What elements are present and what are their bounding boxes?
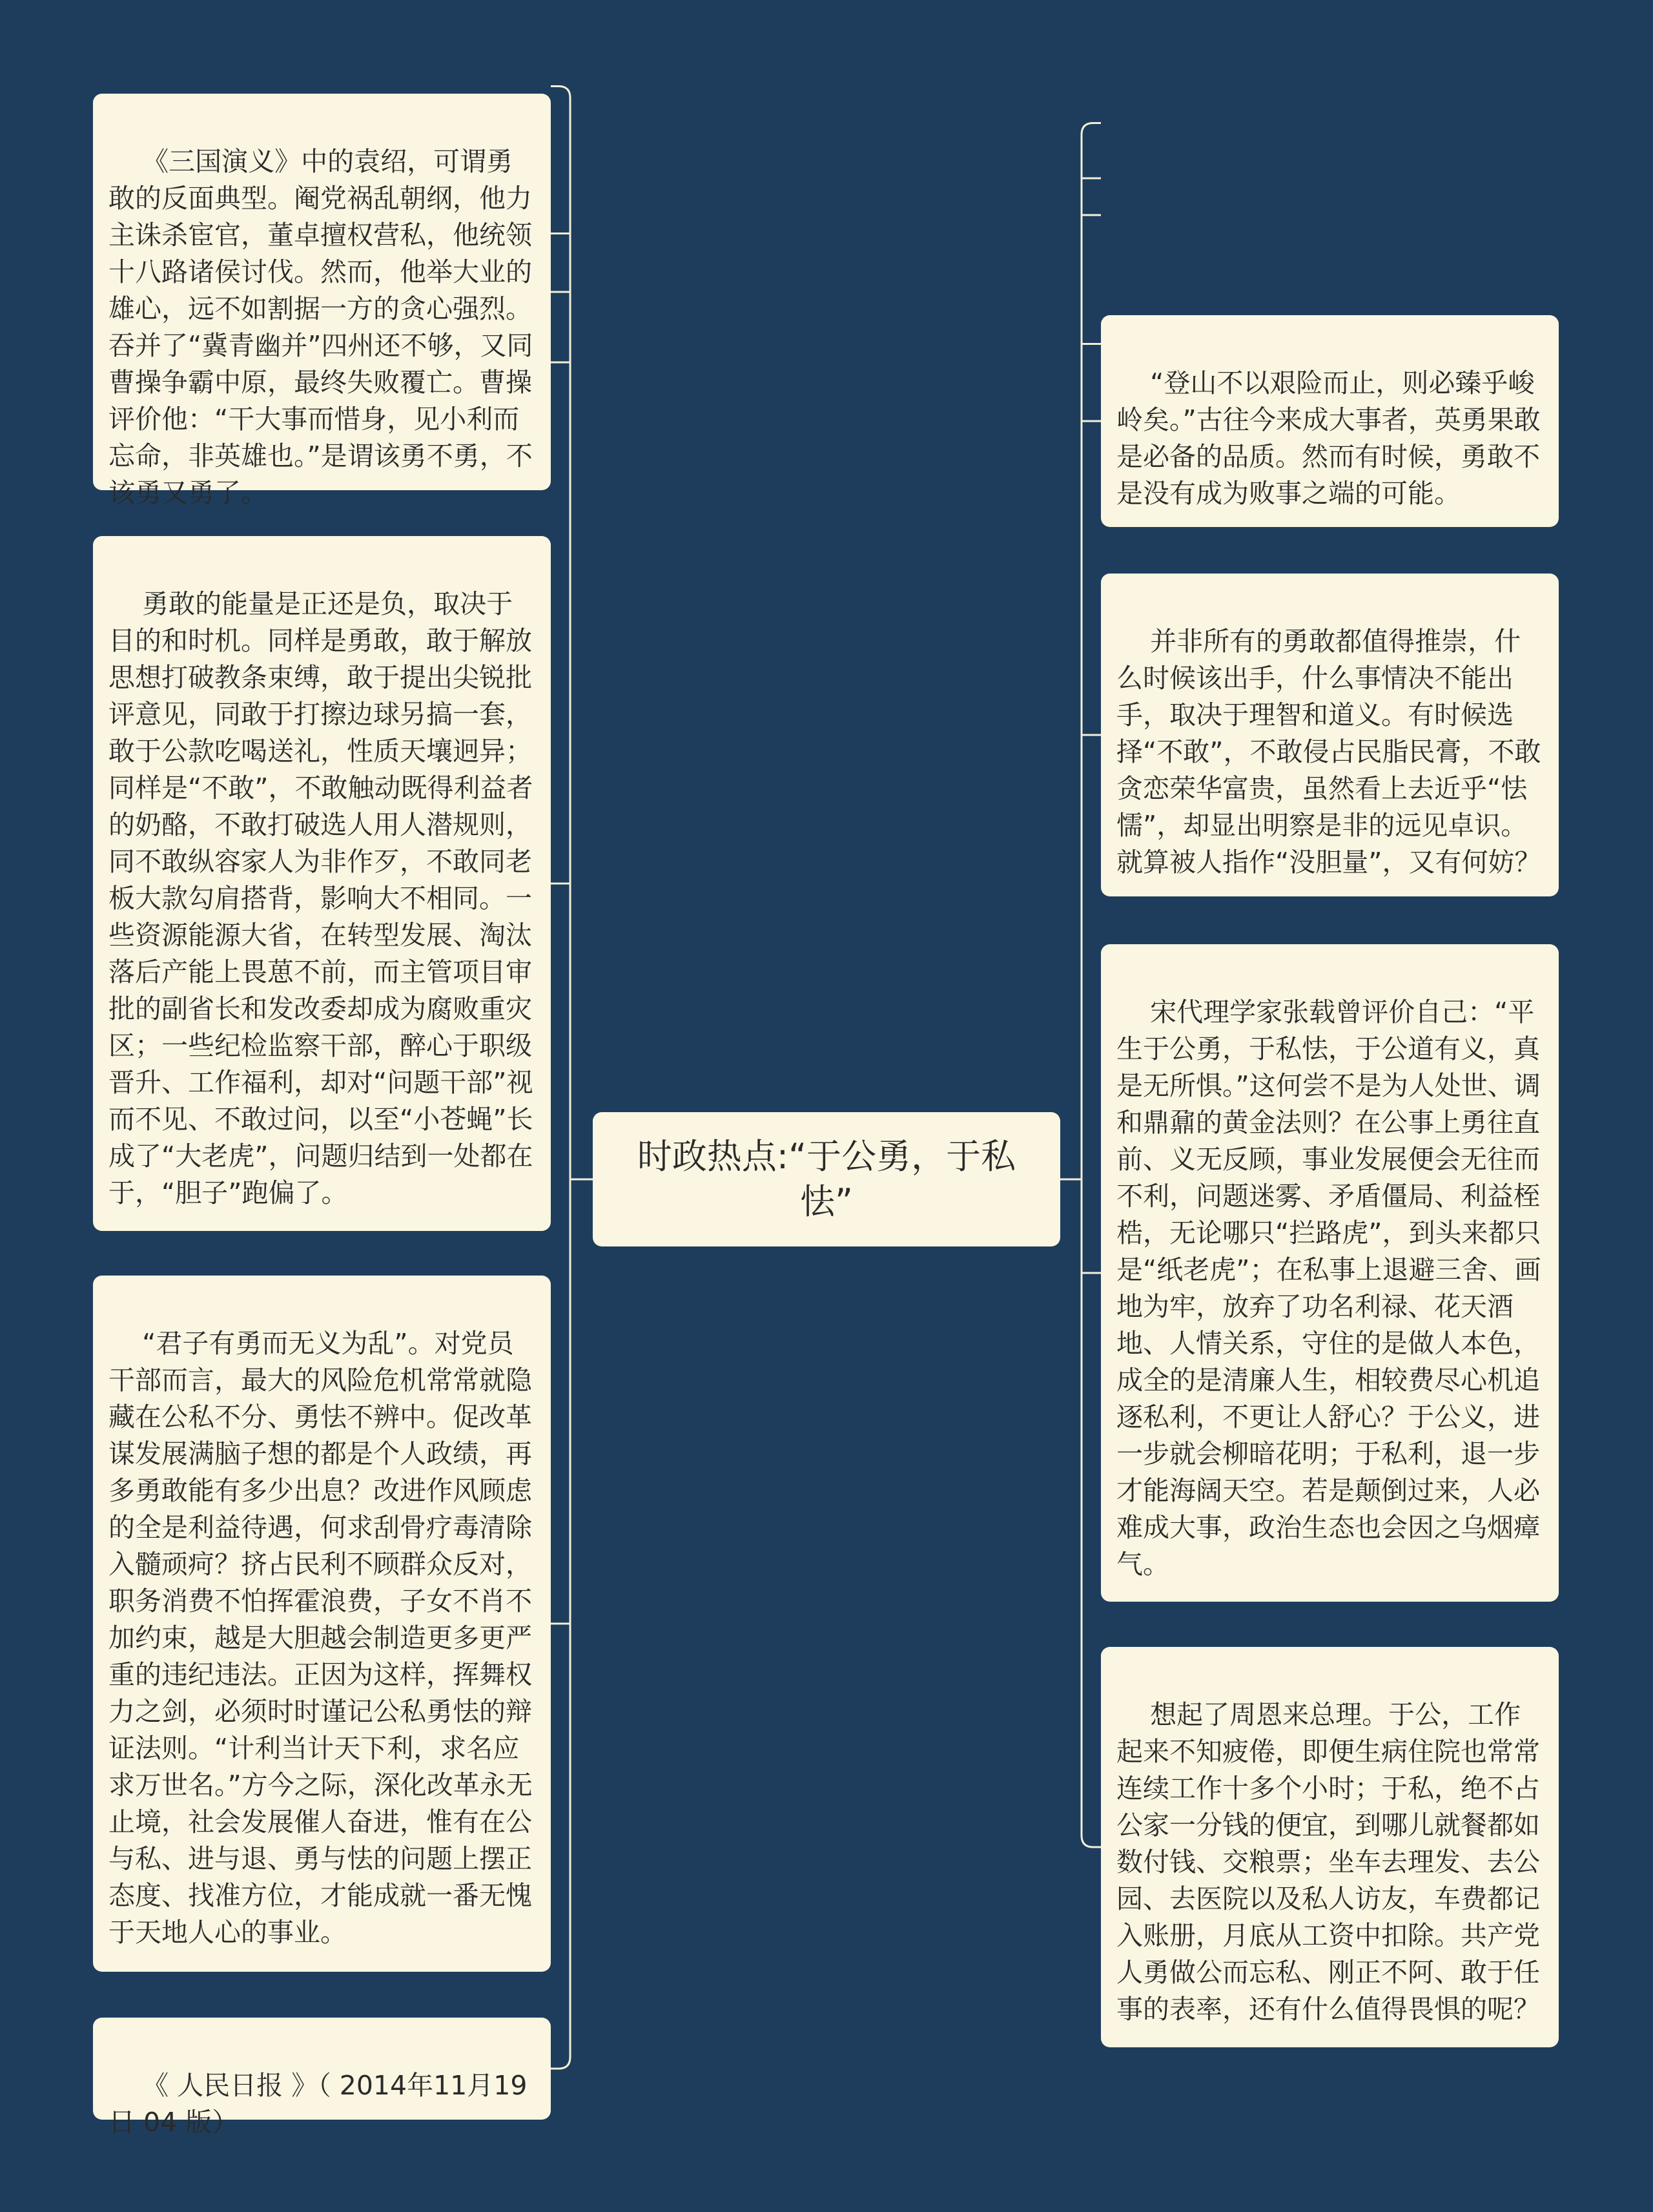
left-topic-courage-energy[interactable] bbox=[93, 536, 551, 1231]
right-topic-zhang-zai[interactable] bbox=[1101, 944, 1559, 1602]
left-topic-text: 《 人民日报 》（ 2014年11月19日 04 版） bbox=[108, 2070, 528, 2138]
left-topic-source-citation[interactable] bbox=[93, 2018, 551, 2138]
left-topic-text: 《三国演义》中的袁绍，可谓勇敢的反面典型。阉党祸乱朝纲，他力主诛杀宦官，董卓擅权营私，他统领十八路诸侯讨伐。然而，他举大业的雄心，远不如割据一方的贪心强烈。吞并了“冀青幽并”四州还不够，又同曹操争霸中原，最终失败覆亡。曹操评价他：“干大事而惜身，见小利而忘命，非英雄也。”是谓该勇不勇，不该勇又勇了。 bbox=[108, 146, 533, 508]
central-topic-title: 时政热点:“于公勇，于私怯” bbox=[637, 1136, 1016, 1222]
left-topic-text: 勇敢的能量是正还是负，取决于目的和时机。同样是勇敢，敢于解放思想打破教条束缚，敢于提出尖锐批评意见，同敢于打擦边球另搞一套，敢于公款吃喝送礼，性质天壤迥异；同样是“不敢”，不敢触动既得利益者的奶酪，不敢打破选人用人潜规则，同不敢纵容家人为非作歹，不敢同老板大款勾肩搭背，影响大不相同。一些资源能源大省，在转型发展、淘汰落后产能上畏葸不前，而主管项目审批的副省长和发改委却成为腐败重灾区；一些纪检监察干部，醉心于职级晋升、工作福利，却对“问题干部”视而不见、不敢过问，以至“小苍蝇”长成了“大老虎”，问题归结到一处都在于，“胆子”跑偏了。 bbox=[108, 588, 533, 1208]
left-topic-gentleman-courage[interactable] bbox=[93, 1276, 551, 1972]
left-branch-line bbox=[551, 2057, 570, 2069]
right-topic-text: “登山不以艰险而止，则必臻乎峻岭矣。”古往今来成大事者，英勇果敢是必备的品质。然而有时候，勇敢不是没有成为败事之端的可能。 bbox=[1116, 367, 1541, 509]
right-branch-line bbox=[1082, 123, 1101, 135]
right-topic-not-all-courage[interactable] bbox=[1101, 574, 1559, 896]
right-branch-line bbox=[1082, 1835, 1101, 1847]
right-topic-text: 并非所有的勇敢都值得推崇，什么时候该出手，什么事情决不能出手，取决于理智和道义。有时候选择“不敢”，不敢侵占民脂民膏，不敢贪恋荣华富贵，虽然看上去近乎“怯懦”，却显出明察是非的远见卓识。就算被人指作“没胆量”，又有何妨？ bbox=[1116, 626, 1541, 878]
right-topic-text: 宋代理学家张载曾评价自己：“平生于公勇，于私怯，于公道有义，真是无所惧。”这何尝不是为人处世、调和鼎鼐的黄金法则？在公事上勇往直前、义无反顾，事业发展便会无往而不利，问题迷雾、矛盾僵局、利益桎梏，无论哪只“拦路虎”，到头来都只是“纸老虎”；在私事上退避三舍、画地为牢，放弃了功名利禄、花天酒地、人情关系，守住的是做人本色，成全的是清廉人生，相较费尽心机追逐私利，不更让人舒心？于公义，进一步就会柳暗花明；于私利，退一步才能海阔天空。若是颠倒过来，人必难成大事，政治生态也会因之乌烟瘴气。 bbox=[1116, 997, 1541, 1580]
central-topic[interactable] bbox=[593, 1112, 1060, 1246]
right-topic-zhou-enlai[interactable] bbox=[1101, 1647, 1559, 2047]
left-branch-line bbox=[551, 87, 570, 98]
left-topic-yuan-shao[interactable] bbox=[93, 94, 551, 508]
left-topic-text: “君子有勇而无义为乱”。对党员干部而言，最大的风险危机常常就隐藏在公私不分、勇怯不辨中。促改革谋发展满脑子想的都是个人政绩，再多勇敢能有多少出息？改进作风顾虑的全是利益待遇，何求刮骨疗毒清除入髓顽疴？挤占民利不顾群众反对，职务消费不怕挥霍浪费，子女不肖不加约束，越是大胆越会制造更多更严重的违纪违法。正因为这样，挥舞权力之剑，必须时时谨记公私勇怯的辩证法则。“计利当计天下利，求名应求万世名。”方今之际，深化改革永无止境，社会发展催人奋进，惟有在公与私、进与退、勇与怯的问题上摆正态度、找准方位，才能成就一番无愧于天地人心的事业。 bbox=[108, 1328, 533, 1948]
right-topic-climbing-mountains[interactable] bbox=[1101, 315, 1559, 527]
right-topic-text: 想起了周恩来总理。于公，工作起来不知疲倦，即便生病住院也常常连续工作十多个小时；于私，绝不占公家一分钱的便宜，到哪儿就餐都如数付钱、交粮票；坐车去理发、去公园、去医院以及私人访友，车费都记入账册，月底从工资中扣除。共产党人勇做公而忘私、刚正不阿、敢于任事的表率，还有什么值得畏惧的呢？ bbox=[1116, 1699, 1540, 2025]
